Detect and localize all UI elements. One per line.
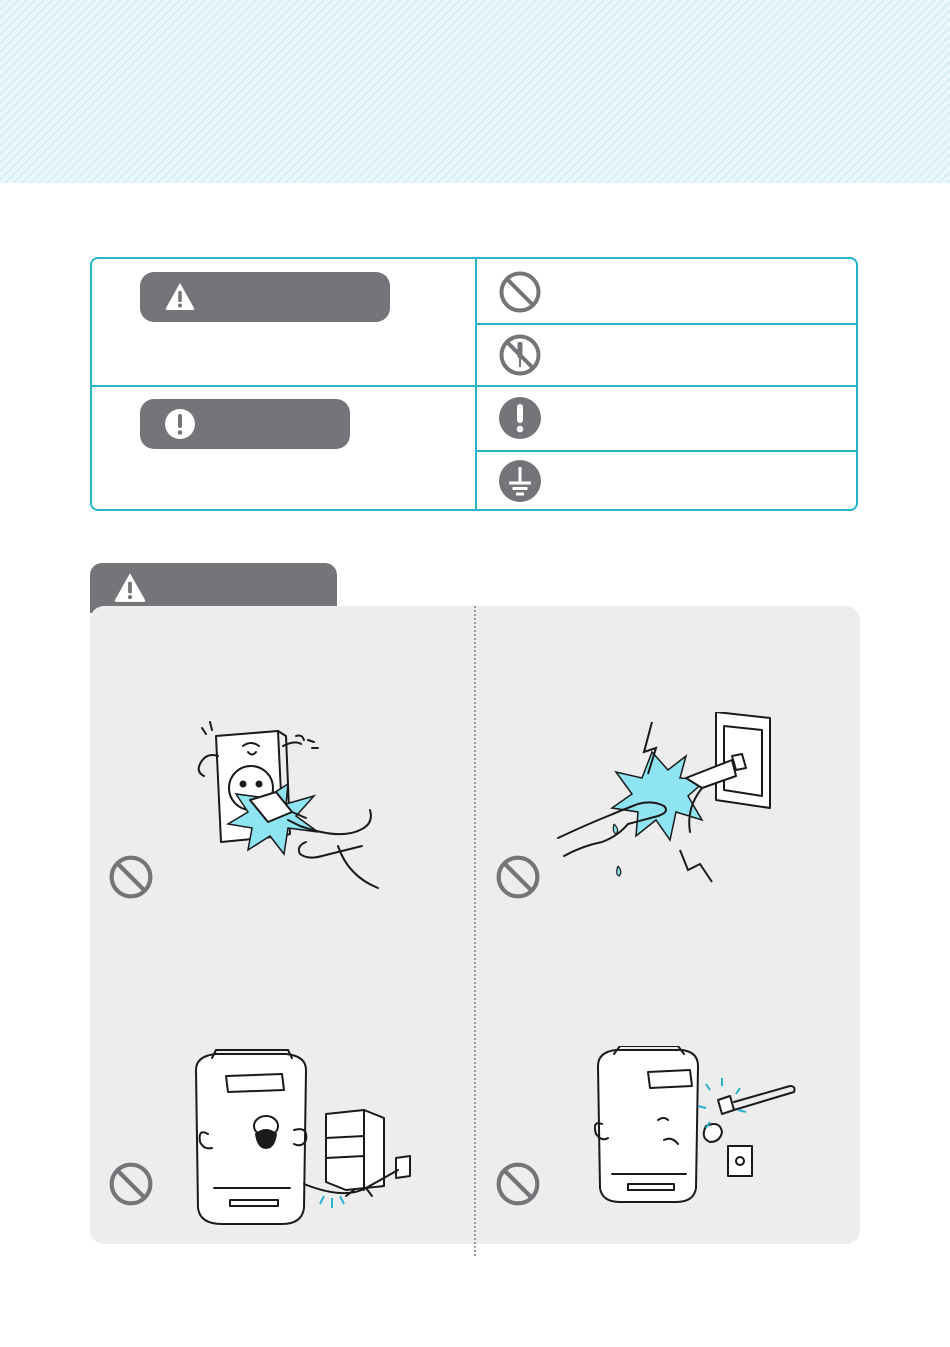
symbol-legend-table (90, 257, 858, 511)
legend-subrow-divider (477, 323, 856, 325)
prohibited-icon (108, 1161, 154, 1207)
legend-row-divider (92, 385, 856, 387)
legend-subrow-divider (477, 450, 856, 452)
prohibited-icon (495, 854, 541, 900)
must-follow-icon (498, 396, 542, 440)
panel-divider (474, 606, 476, 1256)
legend-divider (475, 259, 477, 509)
do-not-disassemble-icon (498, 333, 542, 377)
water-near-outlet-illustration (556, 712, 776, 892)
warning-badge (140, 272, 390, 322)
exclamation-circle-icon (164, 408, 196, 440)
warning-triangle-icon (164, 281, 196, 311)
prohibited-icon (495, 1161, 541, 1207)
prohibited-icon (108, 854, 154, 900)
ground-icon (498, 459, 542, 503)
caution-badge (140, 399, 350, 449)
damaged-plug-illustration (594, 1046, 804, 1206)
shared-outlet-illustration (186, 1048, 416, 1228)
prohibited-icon (498, 270, 542, 314)
wet-hand-plug-illustration (188, 716, 388, 896)
warning-triangle-icon (113, 571, 147, 603)
header-band (0, 0, 950, 183)
